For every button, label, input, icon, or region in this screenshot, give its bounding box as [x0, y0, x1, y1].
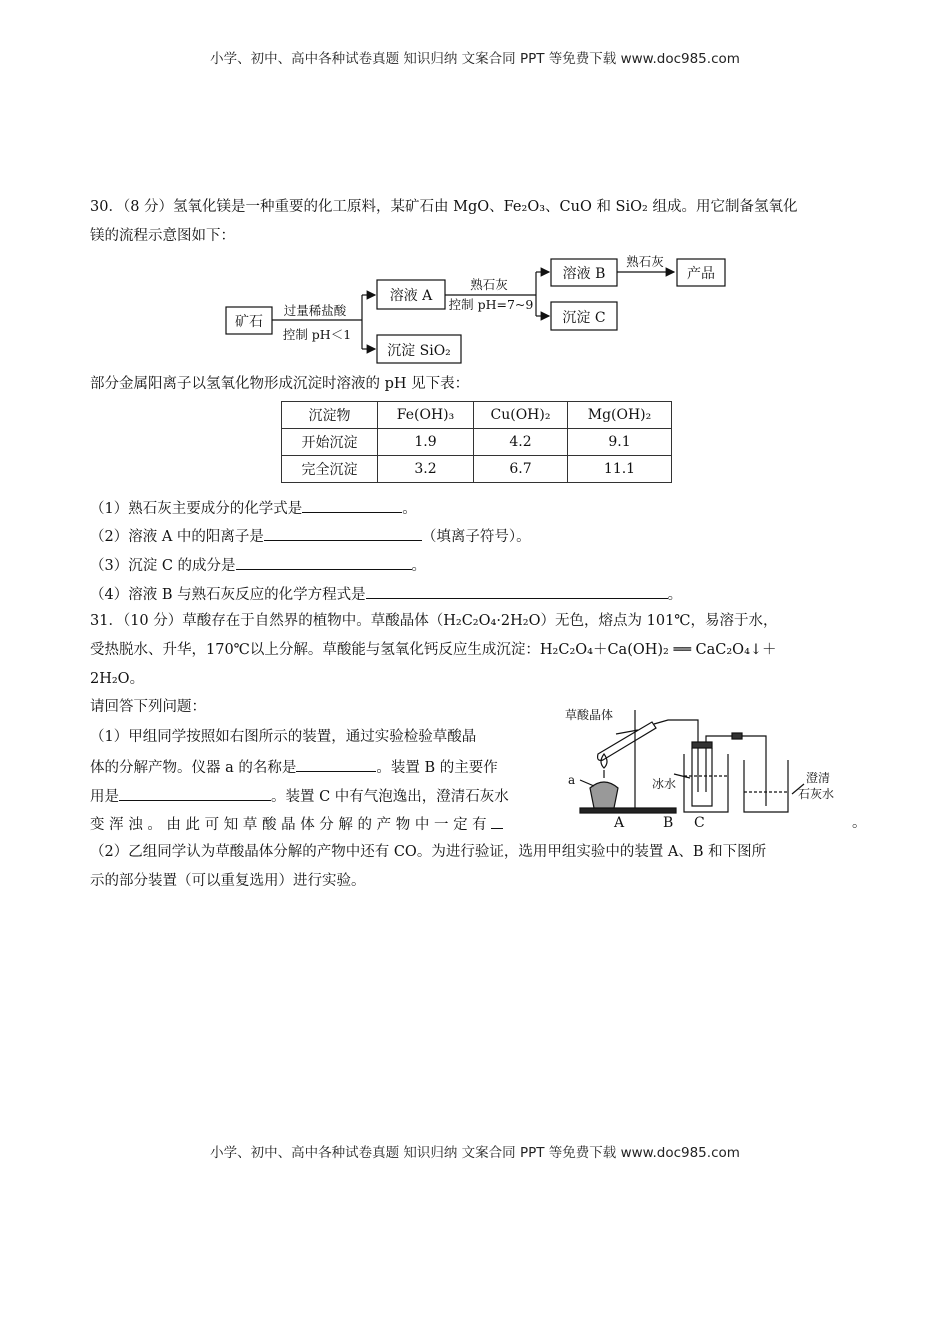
stopper-joint [732, 733, 742, 739]
q30-sub1-text: （1）熟石灰主要成分的化学式是 [90, 501, 303, 517]
table-header-cell: Cu(OH)₂ [474, 402, 568, 429]
answer-blank[interactable] [296, 756, 376, 772]
q31-p1-line4-end: 。 [852, 815, 867, 831]
answer-blank[interactable] [366, 583, 668, 599]
stopper-b [692, 742, 712, 748]
flow-ore-label: 矿石 [235, 314, 263, 330]
q30-sub3-end: 。 [411, 558, 427, 574]
table-cell: 6.7 [474, 456, 568, 483]
label-limewater-2: 石灰水 [798, 787, 835, 801]
pointer-ice [674, 774, 690, 778]
answer-blank[interactable] [302, 497, 402, 513]
q30-sub2-end: （填离子符号）。 [421, 529, 531, 545]
q30-sub3 [90, 554, 426, 576]
table-header-cell: Mg(OH)₂ [568, 402, 672, 429]
flow-arrow1-top: 过量稀盐酸 [283, 303, 347, 318]
answer-blank[interactable] [264, 525, 422, 541]
table-row [282, 429, 672, 456]
q31-line3: 2H₂O。 [90, 671, 145, 687]
page-footer: 小学、初中、高中各种试卷真题 知识归纳 文案合同 PPT 等免费下载 www.doc985.com [210, 1145, 740, 1161]
q30-line2: 镁的流程示意图如下： [90, 228, 235, 244]
q30-sub1 [90, 497, 417, 519]
q30-line1: 30．（8 分）氢氧化镁是一种重要的化工原料，某矿石由 MgO、Fe₂O₃、CuO 和 SiO₂ 组成。用它制备氢氧化 [90, 199, 798, 215]
table-row [282, 456, 672, 483]
q31-p1-line2-text: 体的分解产物。仪器 a 的名称是 [90, 760, 297, 776]
flow-chart [0, 0, 950, 380]
flow-arrow1-bottom: 控制 pH＜1 [282, 327, 352, 342]
q31-line1: 31．（10 分）草酸存在于自然界的植物中。草酸晶体（H₂C₂O₄·2H₂O）无色，熔点为 101℃，易溶于水， [90, 613, 778, 629]
flow-sio2-label: 沉淀 SiO₂ [387, 343, 451, 359]
table-cell: 11.1 [568, 456, 672, 483]
flow-solB-label: 溶液 B [562, 266, 606, 282]
q31-p1-line2 [90, 756, 498, 778]
q30-sub3-text: （3）沉淀 C 的成分是 [90, 558, 236, 574]
q30-sub4-end: 。 [667, 587, 683, 603]
q31-line2: 受热脱水、升华，170℃以上分解。草酸能与氢氧化钙反应生成沉淀：H₂C₂O₄＋Ca(OH)₂ ══ CaC₂O₄↓＋ [90, 642, 777, 658]
q31-p1-line3-text: 用是 [90, 789, 119, 805]
q31-p1-line4 [90, 813, 503, 835]
label-limewater-1: 澄清 [806, 771, 831, 785]
q30-sub2 [90, 525, 531, 547]
label-a: a [568, 773, 576, 787]
pointer-a [580, 780, 594, 786]
q31-p2-line1: （2）乙组同学认为草酸晶体分解的产物中还有 CO。为进行验证，选用甲组实验中的装置 A、B 和下图所 [90, 844, 767, 860]
flame [601, 754, 607, 768]
alcohol-lamp [590, 782, 618, 808]
q31-p1-line4-text: 变 浑 浊 。 由 此 可 知 草 酸 晶 体 分 解 的 产 物 中 一 定 有 [90, 817, 487, 833]
label-C: C [694, 815, 705, 831]
u-tube-b [692, 748, 712, 806]
stand-base [580, 808, 676, 813]
q31-p2-line2: 示的部分装置（可以重复选用）进行实验。 [90, 873, 366, 889]
answer-blank[interactable] [491, 813, 503, 829]
table-cell: 3.2 [378, 456, 474, 483]
table-cell: 9.1 [568, 429, 672, 456]
q31-p1-line2-end: 。装置 B 的主要作 [376, 760, 498, 776]
table-cell: 4.2 [474, 429, 568, 456]
label-crystal: 草酸晶体 [565, 708, 614, 722]
flow-arrow3-top: 熟石灰 [626, 254, 664, 269]
tube-bc [706, 736, 766, 806]
label-B: B [663, 815, 674, 831]
table-cell: 开始沉淀 [282, 429, 378, 456]
q30-sub4 [90, 583, 682, 605]
answer-blank[interactable] [119, 785, 271, 801]
answer-blank[interactable] [236, 554, 412, 570]
test-tube [598, 722, 656, 760]
page-header: 小学、初中、高中各种试卷真题 知识归纳 文案合同 PPT 等免费下载 www.doc985.com [210, 51, 740, 67]
label-ice-water: 冰水 [652, 777, 677, 791]
table-intro: 部分金属阳离子以氢氧化物形成沉淀时溶液的 pH 见下表： [90, 376, 470, 392]
flow-solA-label: 溶液 A [389, 288, 433, 304]
q30-sub1-end: 。 [402, 501, 417, 517]
table-header-cell: Fe(OH)₃ [378, 402, 474, 429]
q31-p1-line3 [90, 785, 509, 807]
table-header-row [282, 402, 672, 429]
table-cell: 1.9 [378, 429, 474, 456]
table-header-cell: 沉淀物 [282, 402, 378, 429]
flow-arrow2-top: 熟石灰 [470, 277, 508, 292]
flow-precC-label: 沉淀 C [562, 310, 606, 326]
q30-sub4-text: （4）溶液 B 与熟石灰反应的化学方程式是 [90, 587, 366, 603]
flow-arrow2-bottom: 控制 pH=7~9 [448, 297, 534, 312]
flow-product-label: 产品 [687, 266, 715, 282]
apparatus-figure [560, 702, 860, 832]
q31-p1-line3-end: 。装置 C 中有气泡逸出，澄清石灰水 [271, 789, 509, 805]
table-cell: 完全沉淀 [282, 456, 378, 483]
q31-line4: 请回答下列问题： [90, 699, 206, 715]
label-A: A [614, 815, 625, 831]
q31-p1-line1: （1）甲组同学按照如右图所示的装置，通过实验检验草酸晶 [90, 729, 477, 745]
q30-sub2-text: （2）溶液 A 中的阳离子是 [90, 529, 264, 545]
ph-table [281, 401, 672, 483]
